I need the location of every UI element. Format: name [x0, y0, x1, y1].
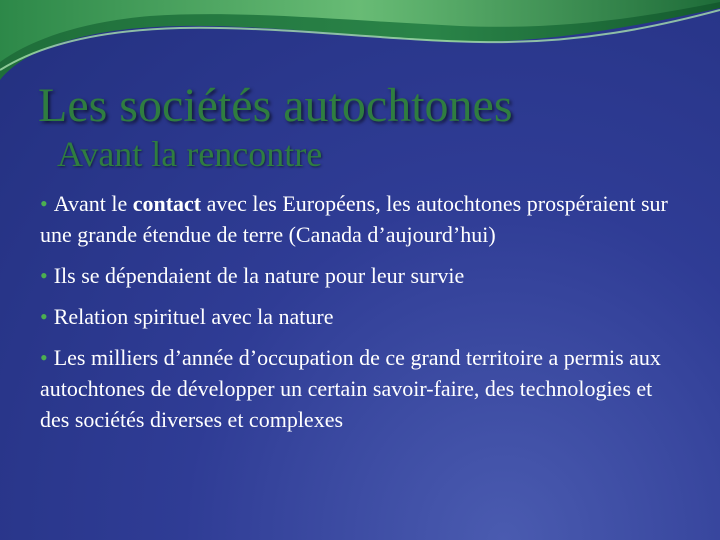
bullet-list: [40, 188, 680, 445]
bullet-item: [40, 188, 680, 250]
bullet-text-after: avec les Européens, les autochtones prospéraient sur une grande étendue de terre (Canada d’aujourd’hui): [40, 191, 668, 247]
bullet-text-before: Avant le: [53, 191, 133, 216]
bullet-text: Relation spirituel avec la nature: [53, 304, 334, 329]
bullet-text: Les milliers d’année d’occupation de ce grand territoire a permis aux autochtones de développer un certain savoir-faire, des technologies et des sociétés diverses et complexes: [40, 345, 661, 432]
bullet-marker: •: [40, 304, 48, 329]
slide-subtitle: Avant la rencontre: [57, 134, 323, 174]
bullet-item: [40, 260, 680, 291]
slide-title: Les sociétés autochtones: [38, 79, 513, 132]
bullet-item: [40, 301, 680, 332]
bullet-marker: •: [40, 263, 48, 288]
bullet-item: [40, 342, 680, 435]
bullet-text-bold: contact: [132, 191, 202, 216]
bullet-marker: •: [40, 191, 48, 216]
bullet-text: Ils se dépendaient de la nature pour leur survie: [53, 263, 465, 288]
bullet-marker: •: [40, 345, 48, 370]
